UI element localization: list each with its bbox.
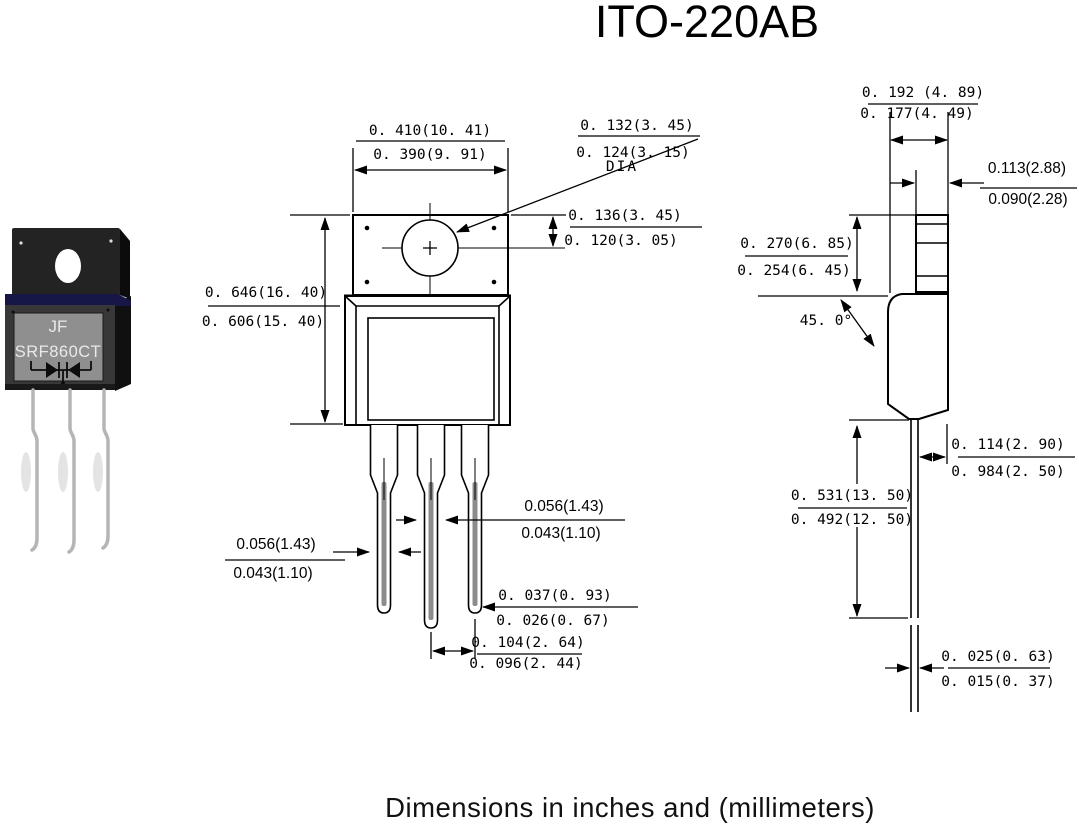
dim-lead-tip-max: 0. 037(0. 93) xyxy=(498,588,612,604)
dim-tab-width-max: 0. 410(10. 41) xyxy=(368,123,492,139)
dim-tab-height-min: 0. 254(6. 45) xyxy=(737,263,851,279)
dim-lead-length-min: 0. 492(12. 50) xyxy=(790,512,914,528)
dim-lead-tip-min: 0. 026(0. 67) xyxy=(496,613,610,629)
dim-tab-thickness-min: 0.090(2.28) xyxy=(988,191,1068,208)
page-title: ITO-220AB xyxy=(594,0,820,47)
dim-lead-thickness-max: 0. 025(0. 63) xyxy=(941,649,1055,665)
side-view xyxy=(888,215,948,712)
dim-lead-thickness-min: 0. 015(0. 37) xyxy=(941,674,1055,690)
dim-body-height-min: 0. 606(15. 40) xyxy=(201,314,325,330)
dim-hole-dia-label: DIA xyxy=(605,159,639,175)
dim-tab-height-max: 0. 270(6. 85) xyxy=(740,236,854,252)
dim-hole-offset-max: 0. 136(3. 45) xyxy=(568,208,682,224)
dim-lead-offset-max: 0. 114(2. 90) xyxy=(951,437,1065,453)
dim-depth-min: 0. 177(4. 49) xyxy=(860,106,974,122)
dim-lead-width-mid-max: 0.056(1.43) xyxy=(524,498,604,515)
brand-text: JF xyxy=(48,317,68,336)
dim-hole-dia-max: 0. 132(3. 45) xyxy=(580,118,694,134)
dim-lead-pitch-min: 0. 096(2. 44) xyxy=(469,656,583,672)
dim-hole-offset-min: 0. 120(3. 05) xyxy=(564,233,678,249)
dim-lead-width-left-max: 0.056(1.43) xyxy=(236,536,316,553)
dim-tab-width-min: 0. 390(9. 91) xyxy=(373,147,487,163)
dim-lead-width-mid-min: 0.043(1.10) xyxy=(521,525,601,542)
tab-rivet-dot xyxy=(109,239,112,242)
tab-rivet-dot xyxy=(19,241,22,244)
dim-body-height-max: 0. 646(16. 40) xyxy=(204,285,328,301)
part-number-text: SRF860CT xyxy=(14,343,102,361)
component-photo xyxy=(5,228,131,552)
dim-chamfer-angle: 45. 0° xyxy=(799,313,853,329)
dim-tab-thickness-max: 0.113(2.88) xyxy=(987,160,1067,177)
dim-lead-pitch-max: 0. 104(2. 64) xyxy=(471,635,585,651)
front-view xyxy=(344,203,565,628)
dim-lead-offset-min: 0. 984(2. 50) xyxy=(951,464,1065,480)
dim-depth-max: 0. 192 (4. 89) xyxy=(861,85,985,101)
units-caption: Dimensions in inches and (millimeters) xyxy=(385,792,875,823)
blue-stripe xyxy=(5,294,131,306)
mounting-hole xyxy=(55,249,81,283)
dim-lead-length-max: 0. 531(13. 50) xyxy=(790,488,914,504)
dim-hole-dia-min: 0. 124(3. 15) xyxy=(576,145,690,161)
dim-lead-width-left-min: 0.043(1.10) xyxy=(233,565,313,582)
